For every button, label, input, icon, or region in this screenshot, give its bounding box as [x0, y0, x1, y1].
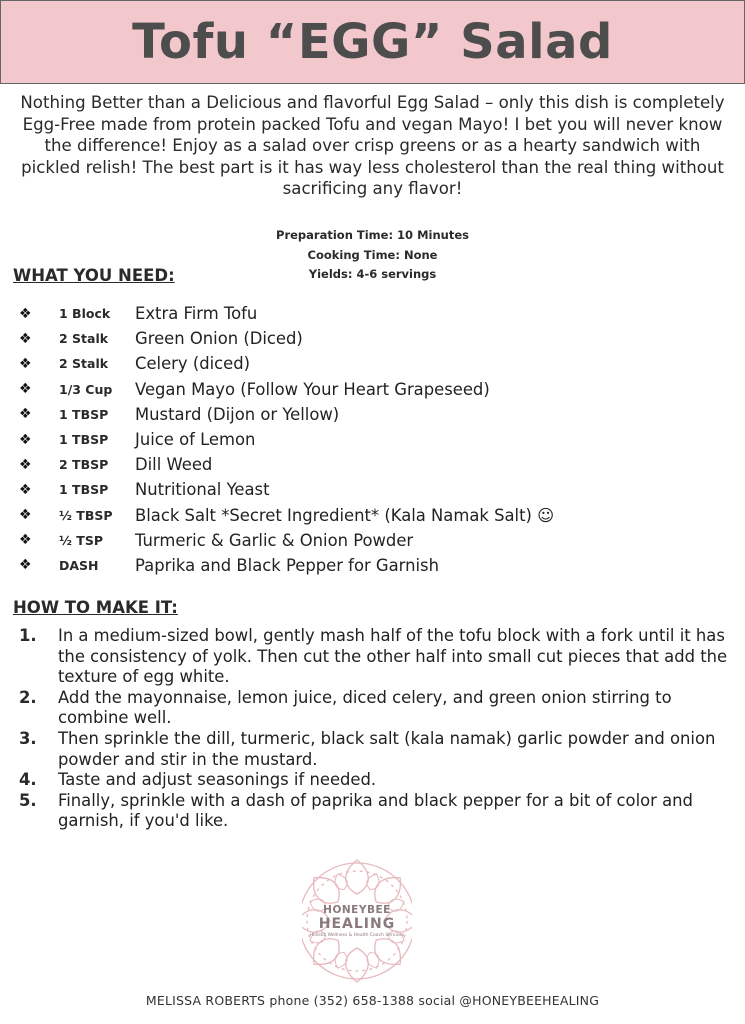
ingredient-name: Turmeric & Garlic & Onion Powder [135, 530, 414, 550]
ingredient-quantity: 1 TBSP [59, 482, 109, 498]
ingredient-item [19, 351, 719, 376]
ingredient-quantity: 2 Stalk [59, 356, 109, 372]
diamond-bullet-icon: ❖ [19, 481, 32, 498]
ingredient-quantity: 1/3 Cup [59, 381, 113, 397]
ingredient-quantity: 2 Stalk [59, 331, 109, 347]
ingredient-name: Paprika and Black Pepper for Garnish [135, 555, 439, 575]
cook-time: Cooking Time: None [307, 247, 438, 262]
what-you-need-heading: WHAT YOU NEED: [13, 266, 175, 285]
diamond-bullet-icon: ❖ [19, 355, 32, 372]
footer-contact: MELISSA ROBERTS phone (352) 658-1388 social @HONEYBEEHEALING [145, 993, 600, 1008]
ingredient-list [19, 301, 719, 578]
step-text: In a medium-sized bowl, gently mash half of the tofu block with a fork until it has the consistency of yolk. Then cut the other half into small cut pieces that add the texture of egg white. [58, 626, 728, 687]
step-text: Add the mayonnaise, lemon juice, diced celery, and green onion stirring to combine well. [58, 687, 672, 728]
ingredient-quantity: 1 TBSP [59, 406, 109, 422]
diamond-bullet-icon: ❖ [19, 431, 32, 448]
ingredient-quantity: 1 TBSP [59, 432, 109, 448]
ingredient-quantity: 2 TBSP [59, 457, 109, 473]
ingredient-name: Dill Weed [135, 455, 213, 475]
ingredient-quantity: 1 Block [59, 306, 111, 322]
ingredient-name: Nutritional Yeast [135, 480, 270, 500]
ingredient-quantity: DASH [59, 557, 99, 573]
step-list [19, 626, 729, 832]
ingredient-name: Black Salt *Secret Ingredient* (Kala Namak Salt) ☺ [135, 505, 555, 525]
ingredient-item [19, 477, 719, 502]
ingredient-name: Juice of Lemon [135, 430, 256, 450]
step-text: Taste and adjust seasonings if needed. [58, 770, 377, 790]
intro-paragraph: Nothing Better than a Delicious and flavorful Egg Salad – only this dish is completely Egg-Free made from protein packed Tofu and vegan Mayo! I bet you will never know the difference! Enjoy as a salad over crisp greens or as a hearty sandwich with pickled relish! The best part is it has way less cholesterol than the real thing without sacrificing any flavor! [20, 93, 725, 198]
ingredient-item [19, 503, 719, 528]
diamond-bullet-icon: ❖ [19, 507, 32, 524]
step-text: Then sprinkle the dill, turmeric, black salt (kala namak) garlic powder and onion powder and stir in the mustard. [58, 728, 716, 769]
ingredient-name: Green Onion (Diced) [135, 329, 303, 349]
ingredient-item [19, 427, 719, 452]
diamond-bullet-icon: ❖ [19, 406, 32, 423]
diamond-bullet-icon: ❖ [19, 557, 32, 574]
step-number: 3. [19, 728, 37, 748]
ingredient-name: Extra Firm Tofu [135, 304, 258, 324]
logo-tagline: Holistic Wellness & Health Coach Services [309, 933, 405, 938]
ingredient-item [19, 402, 719, 427]
diamond-bullet-icon: ❖ [19, 305, 32, 322]
ingredient-item [19, 452, 719, 477]
ingredient-name: Celery (diced) [135, 354, 251, 374]
diamond-bullet-icon: ❖ [19, 330, 32, 347]
step-item [19, 729, 729, 770]
ingredient-name: Vegan Mayo (Follow Your Heart Grapeseed) [135, 379, 490, 399]
step-number: 1. [19, 626, 37, 645]
page-title: Tofu “EGG” Salad [132, 14, 613, 70]
ingredient-item [19, 326, 719, 351]
diamond-bullet-icon: ❖ [19, 456, 32, 473]
ingredient-item [19, 377, 719, 402]
logo-line-2: HEALING [318, 916, 396, 932]
yields: Yields: 4-6 servings [308, 267, 437, 281]
step-item [19, 688, 729, 729]
how-to-make-heading: HOW TO MAKE IT: [13, 598, 178, 617]
title-banner [0, 0, 745, 84]
ingredient-name: Mustard (Dijon or Yellow) [135, 404, 340, 424]
step-number: 5. [19, 790, 37, 810]
step-number: 2. [19, 687, 37, 707]
ingredient-item [19, 301, 719, 326]
ingredient-quantity: ½ TSP [59, 532, 103, 548]
honeybee-healing-logo [302, 850, 412, 992]
diamond-bullet-icon: ❖ [19, 532, 32, 549]
prep-time: Preparation Time: 10 Minutes [276, 228, 469, 242]
diamond-bullet-icon: ❖ [19, 381, 32, 398]
logo-line-1: HONEYBEE [323, 904, 391, 916]
step-item [19, 791, 729, 832]
step-text: Finally, sprinkle with a dash of paprika and black pepper for a bit of color and garnish, if you'd like. [58, 790, 693, 831]
ingredient-item [19, 553, 719, 578]
step-item [19, 770, 729, 791]
step-number: 4. [19, 770, 37, 790]
step-item [19, 626, 729, 688]
ingredient-quantity: ½ TBSP [59, 507, 113, 523]
ingredient-item [19, 528, 719, 553]
